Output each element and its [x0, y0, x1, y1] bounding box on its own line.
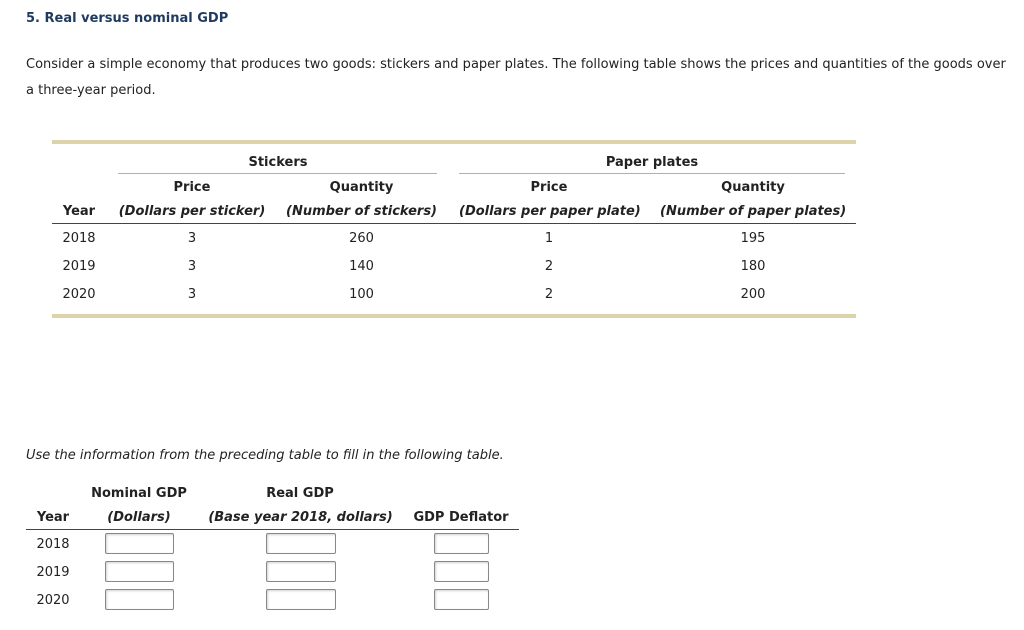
- year-cell: 2018: [36, 537, 70, 552]
- plate-quantity-cell: 195: [740, 231, 766, 246]
- plate-quantity-header: Quantity: [721, 180, 785, 195]
- sticker-price-header: Price: [173, 180, 211, 195]
- intro-paragraph: Consider a simple economy that produces two goods: stickers and paper plates. The following table shows the prices and quantities of the goods over a three-year period.: [26, 57, 1006, 98]
- plate-price-cell: 2: [544, 259, 554, 274]
- year-cell: 2020: [62, 287, 96, 302]
- sticker-price-cell: 3: [187, 287, 197, 302]
- gdp-deflator-header: GDP Deflator: [413, 510, 509, 525]
- year-column-header: Year: [36, 510, 70, 525]
- year-cell: 2019: [62, 259, 96, 274]
- header-divider: [52, 223, 856, 224]
- nominal-gdp-2020-input[interactable]: [105, 589, 174, 610]
- instruction-text: Use the information from the preceding table to fill in the following table.: [26, 448, 504, 463]
- sticker-quantity-cell: 100: [349, 287, 374, 302]
- plate-quantity-cell: 200: [740, 287, 766, 302]
- nominal-gdp-header: Nominal GDP: [91, 486, 187, 501]
- year-cell: 2019: [36, 565, 70, 580]
- plate-price-header: Price: [530, 180, 568, 195]
- sticker-price-unit: (Dollars per sticker): [118, 204, 266, 219]
- table-top-border: [52, 140, 856, 144]
- real-gdp-unit: (Base year 2018, dollars): [208, 510, 393, 525]
- paper-plates-group-header: Paper plates: [605, 155, 699, 170]
- real-gdp-2018-input[interactable]: [266, 533, 336, 554]
- year-column-header: Year: [62, 204, 96, 219]
- plate-quantity-cell: 180: [740, 259, 766, 274]
- year-cell: 2020: [36, 593, 70, 608]
- nominal-gdp-2019-input[interactable]: [105, 561, 174, 582]
- gdp-deflator-2019-input[interactable]: [434, 561, 489, 582]
- nominal-gdp-2018-input[interactable]: [105, 533, 174, 554]
- real-gdp-2020-input[interactable]: [266, 589, 336, 610]
- gdp-deflator-2018-input[interactable]: [434, 533, 489, 554]
- page-title: 5. Real versus nominal GDP: [26, 11, 229, 26]
- plate-quantity-unit: (Number of paper plates): [660, 204, 847, 219]
- sticker-quantity-cell: 260: [349, 231, 374, 246]
- real-gdp-header: Real GDP: [266, 486, 334, 501]
- plate-price-cell: 1: [544, 231, 554, 246]
- plate-price-cell: 2: [544, 287, 554, 302]
- stickers-group-header: Stickers: [248, 155, 308, 170]
- sticker-price-cell: 3: [187, 259, 197, 274]
- nominal-gdp-unit: (Dollars): [107, 510, 171, 525]
- year-cell: 2018: [62, 231, 96, 246]
- real-gdp-2019-input[interactable]: [266, 561, 336, 582]
- header-divider: [26, 529, 519, 530]
- plate-price-unit: (Dollars per paper plate): [459, 204, 641, 219]
- paper-plates-group-rule: [459, 173, 845, 174]
- sticker-price-cell: 3: [187, 231, 197, 246]
- sticker-quantity-header: Quantity: [329, 180, 394, 195]
- stickers-group-rule: [118, 173, 437, 174]
- gdp-deflator-2020-input[interactable]: [434, 589, 489, 610]
- table-bottom-border: [52, 314, 856, 318]
- sticker-quantity-cell: 140: [349, 259, 374, 274]
- sticker-quantity-unit: (Number of stickers): [286, 204, 437, 219]
